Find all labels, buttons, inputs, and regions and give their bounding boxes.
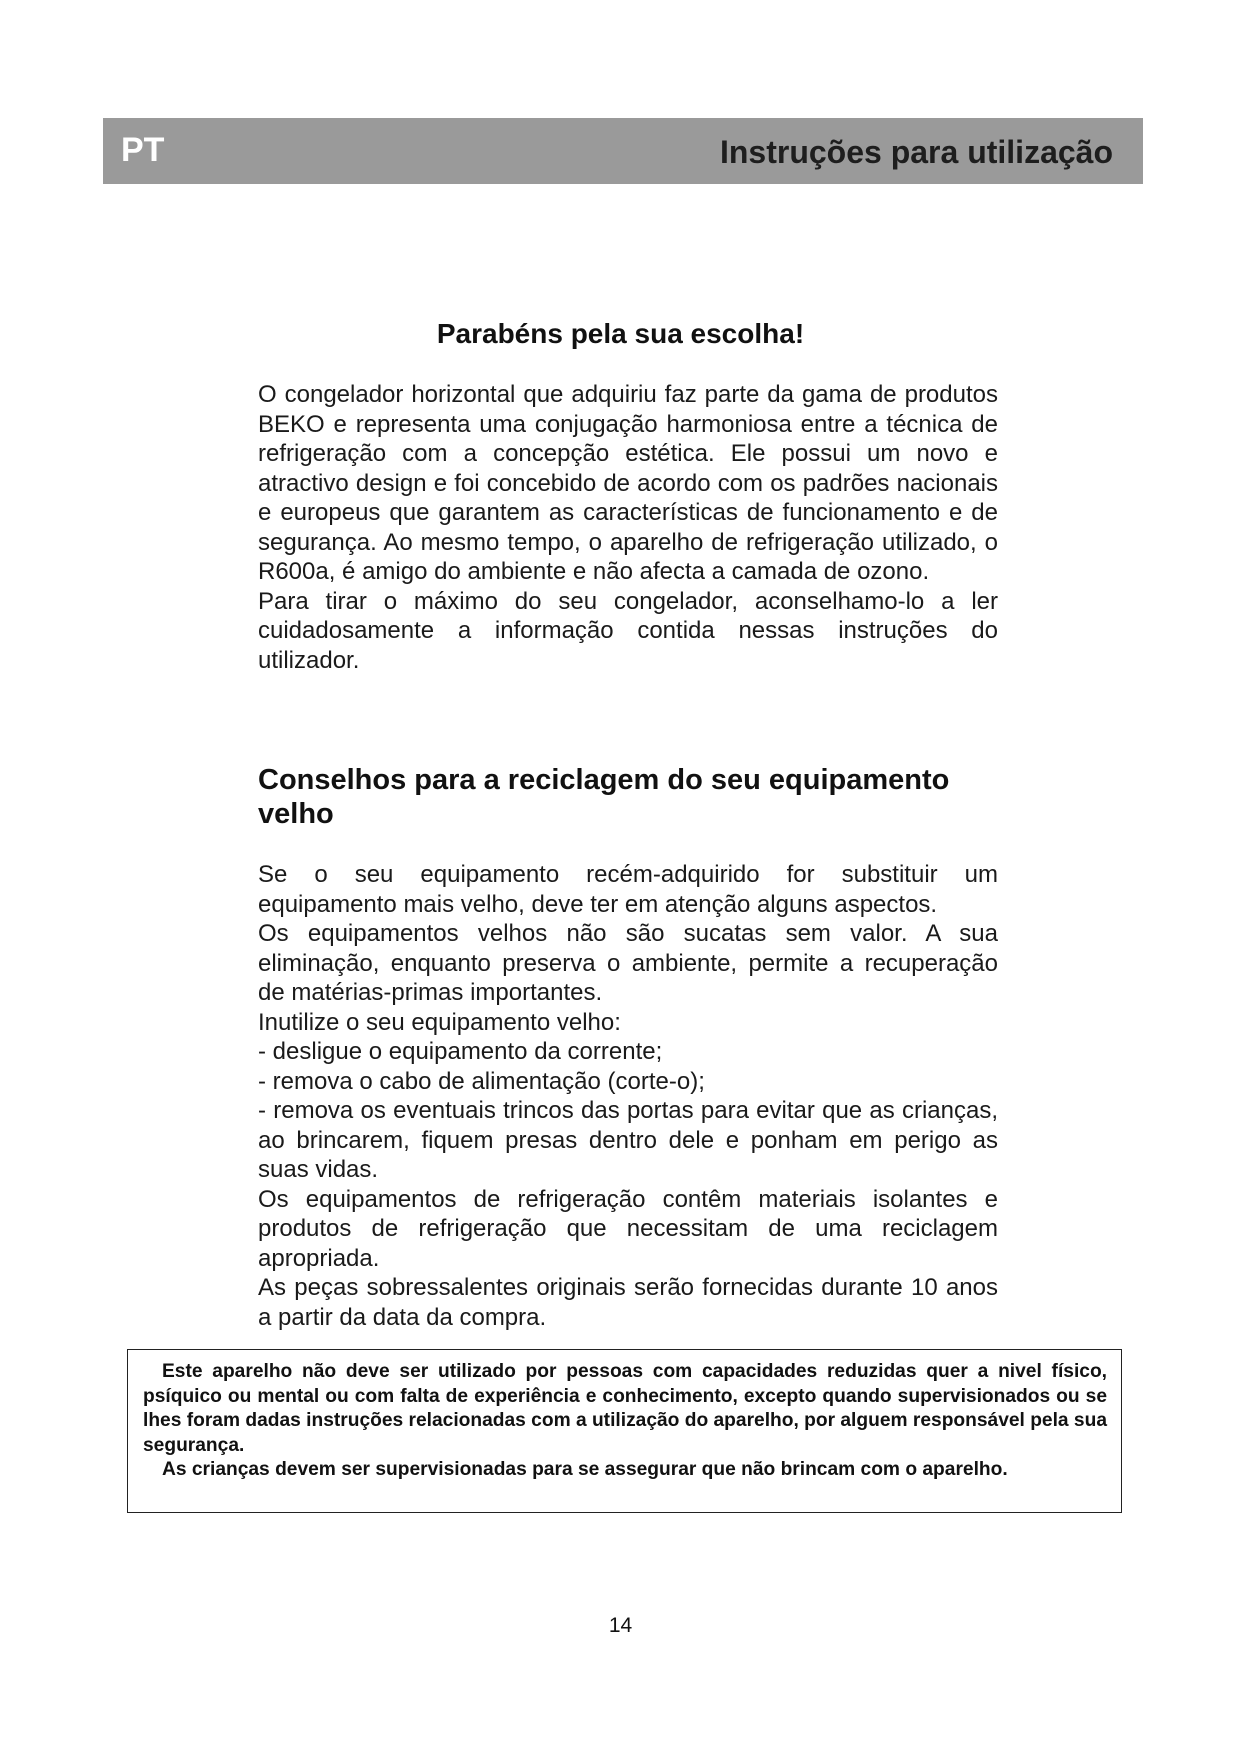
warning-paragraph: As crianças devem ser supervisionadas para se assegurar que não brincam com o aparelho. xyxy=(162,1459,1008,1481)
recycle-paragraph: Os equipamentos de refrigeração contêm materiais isolantes e produtos de refrigeração que necessitam de uma reciclagem apropriada. xyxy=(258,1185,998,1272)
recycle-list-item: - desligue o equipamento da corrente; xyxy=(258,1038,663,1065)
recycle-paragraph: As peças sobressalentes originais serão fornecidas durante 10 anos a partir da data da compra. xyxy=(258,1274,998,1331)
congrats-heading: Parabéns pela sua escolha! xyxy=(436,318,805,349)
safety-warning-box xyxy=(127,1349,1122,1513)
document-title: Instruções para utilização xyxy=(719,134,1113,170)
recycle-text xyxy=(258,860,998,1332)
intro-paragraph: Para tirar o máximo do seu congelador, aconselhamo-lo a ler cuidadosamente a informação contida nessas instruções do utilizador. xyxy=(258,587,998,674)
language-code: PT xyxy=(121,131,165,169)
recycle-paragraph: Os equipamentos velhos não são sucatas sem valor. A sua eliminação, enquanto preserva o ambiente, permite a recuperação de matérias-primas importantes. xyxy=(258,920,998,1006)
recycle-list-item: - remova o cabo de alimentação (corte-o); xyxy=(258,1067,705,1095)
header-bar xyxy=(103,118,1143,184)
recycle-list-item: - remova os eventuais trincos das portas para evitar que as crianças, ao brincarem, fiquem presas dentro dele e ponham em perigo as suas vidas. xyxy=(258,1097,998,1183)
recycle-paragraph: Inutilize o seu equipamento velho: xyxy=(258,1008,621,1036)
intro-text xyxy=(258,380,998,675)
warning-paragraph: Este aparelho não deve ser utilizado por pessoas com capacidades reduzidas quer a nivel físico, psíquico ou mental ou com falta de experiência e conhecimento, excepto quando supervisionados ou se lhes foram dadas instruções relacionadas com a utilização do aparelho, por alguem responsável pela sua segurança. xyxy=(143,1361,1107,1456)
intro-paragraph: O congelador horizontal que adquiriu faz parte da gama de produtos BEKO e representa uma conjugação harmoniosa entre a técnica de refrigeração com a concepção estética. Ele possui um novo e atractivo design e foi concebido de acordo com os padrões nacionais e europeus que garantem as características de funcionamento e de segurança. Ao mesmo tempo, o aparelho de refrigeração utilizado, o R600a, é amigo do ambiente e não afecta a camada de ozono. xyxy=(258,381,998,585)
page-number: 14 xyxy=(608,1614,633,1637)
recycle-heading: Conselhos para a reciclagem do seu equipamento velho xyxy=(258,764,950,830)
recycle-paragraph: Se o seu equipamento recém-adquirido for substituir um equipamento mais velho, deve ter em atenção alguns aspectos. xyxy=(258,861,998,918)
